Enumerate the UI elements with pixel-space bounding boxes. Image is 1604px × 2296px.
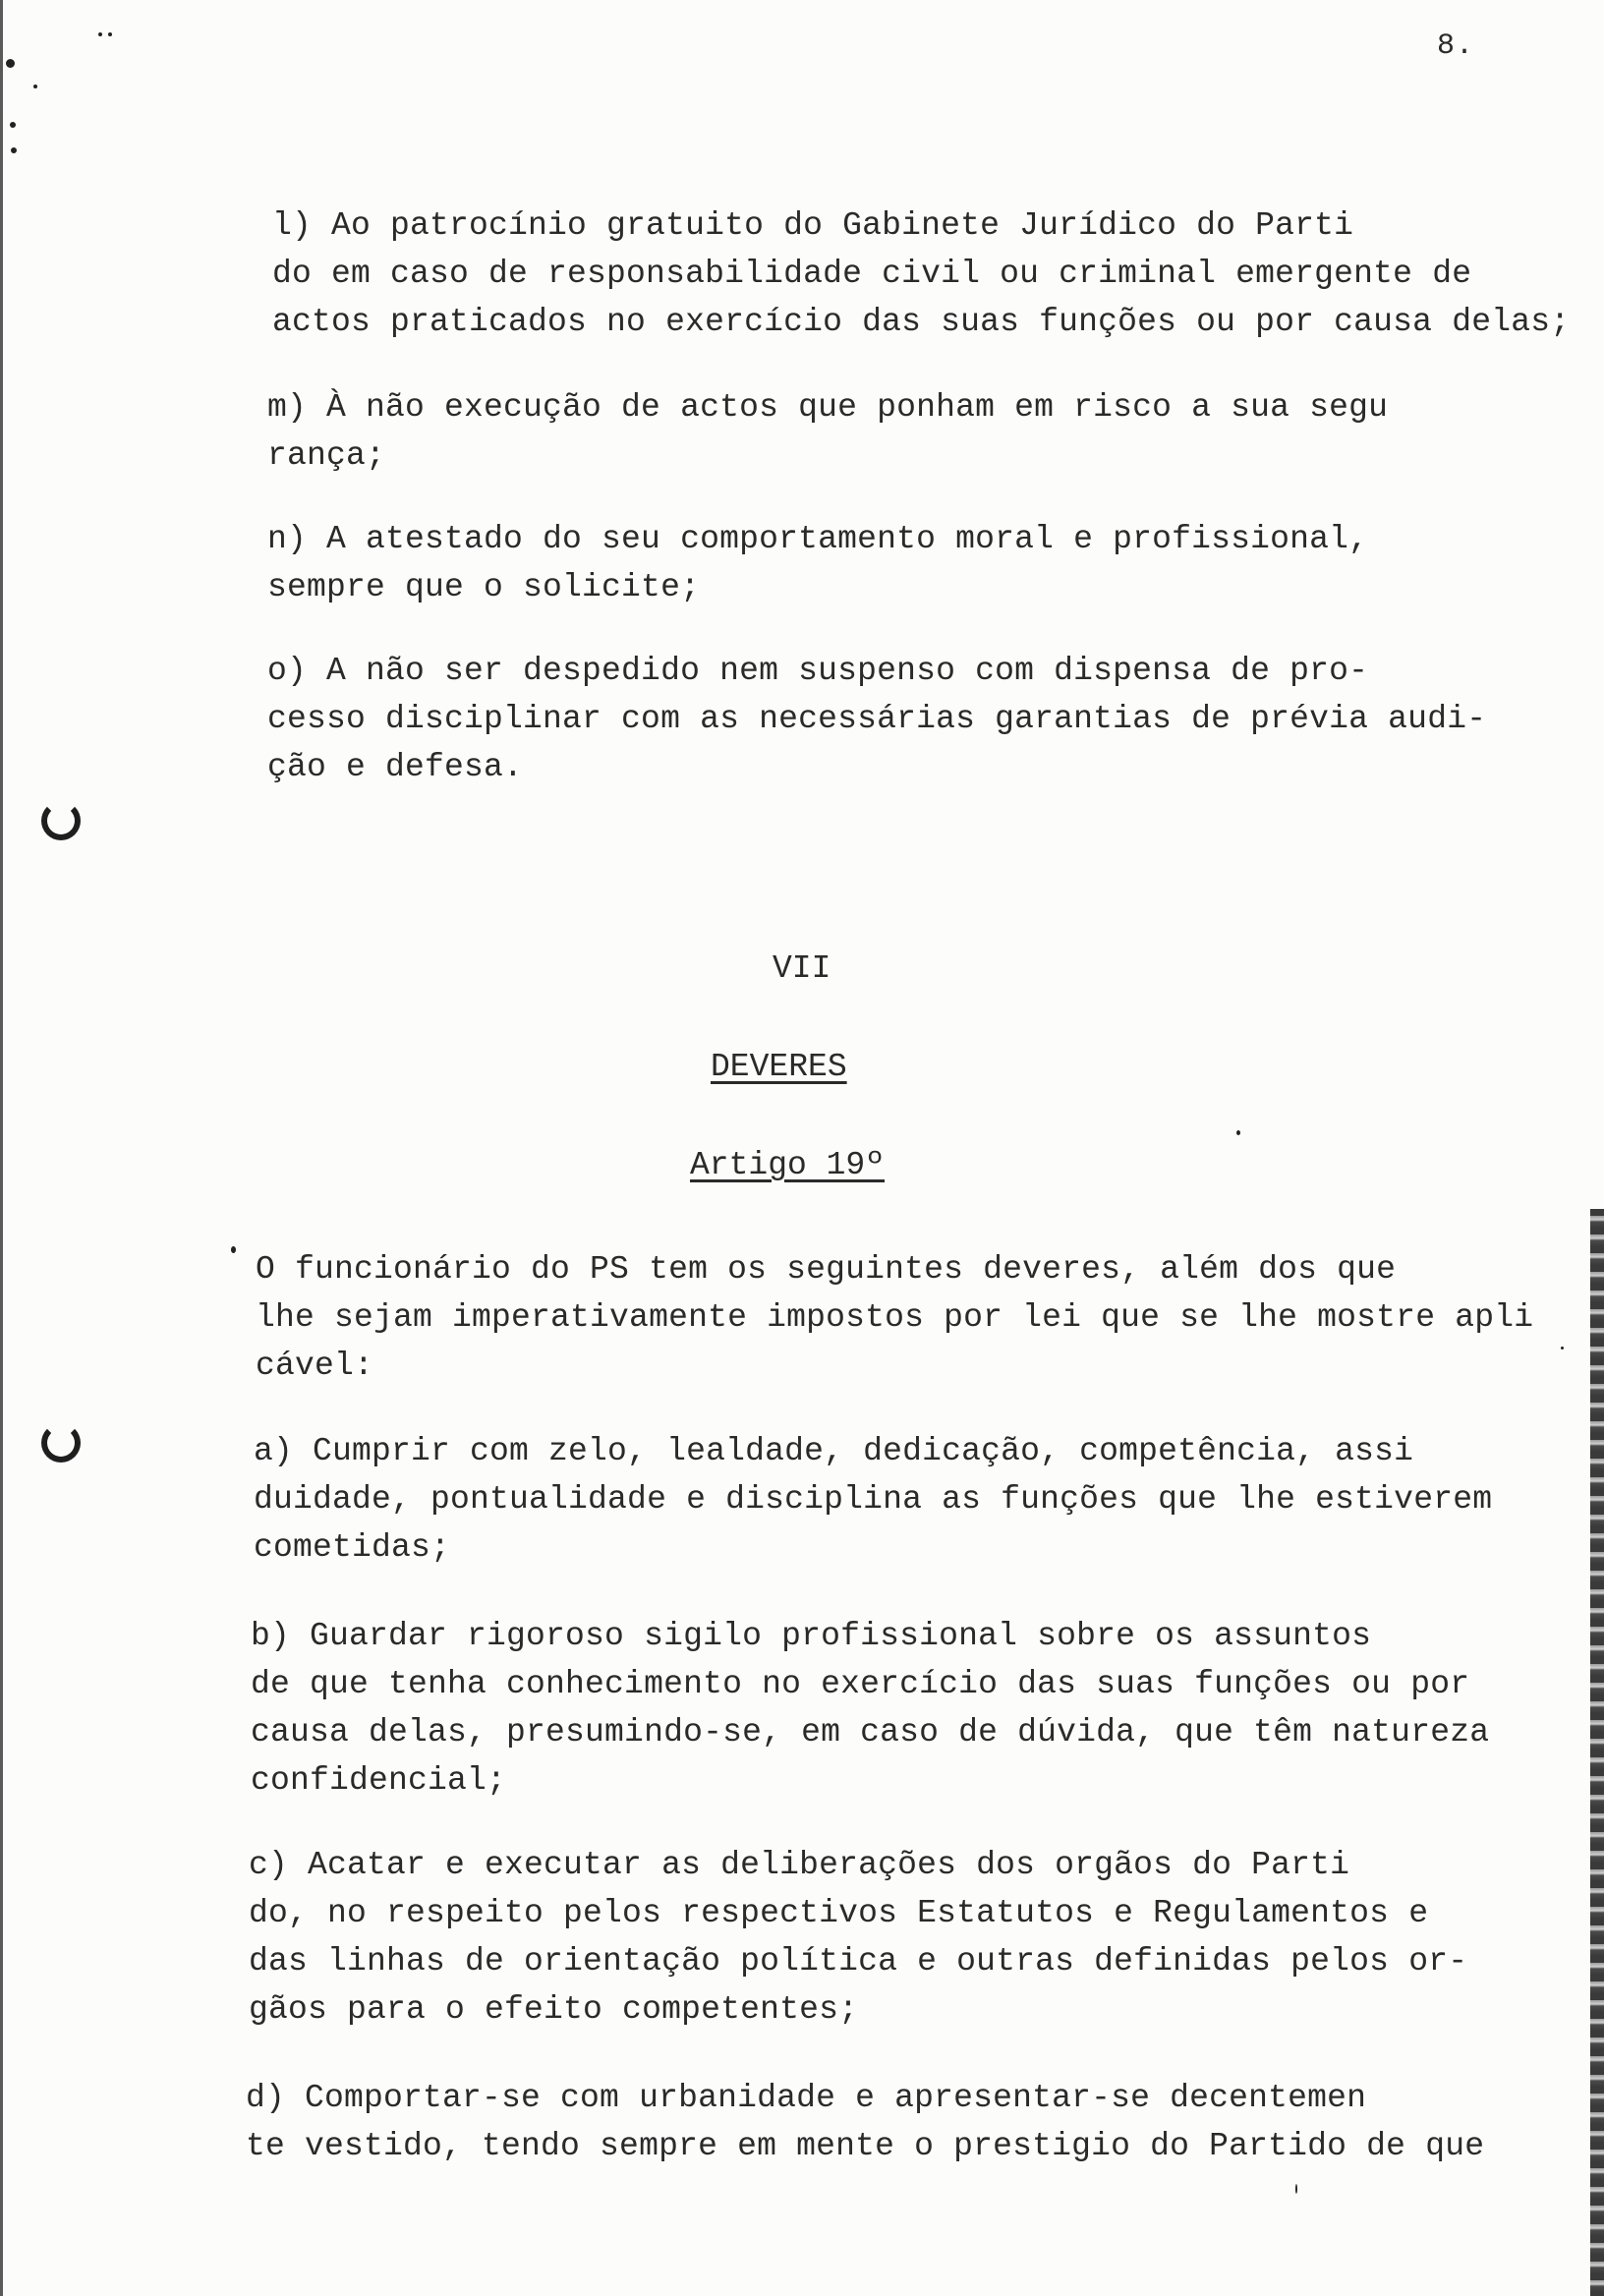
scan-edge-left [0,0,3,2296]
scan-speck [11,147,17,153]
scan-speck [1236,1130,1240,1135]
punch-hole-mark [41,801,81,840]
scan-speck [1561,1347,1564,1349]
section-number: VII [773,950,831,987]
page-number: 8. [1437,29,1475,63]
duty-b: b) Guardar rigoroso sigilo profissional sobre os assuntos de que tenha conhecimento no exercício das suas funções ou por causa delas, presumindo-se, em caso de dúvida, que têm natureza confidencial; [251,1618,1490,1799]
duty-d: d) Comportar-se com urbanidade e apresentar-se decentemen te vestido, tendo sempre em mente o prestigio do Partido de que [246,2080,1485,2164]
article-intro: O funcionário do PS tem os seguintes deveres, além dos que lhe sejam imperativamente impostos por lei que se lhe mostre apli cável: [256,1251,1534,1384]
scan-speck [231,1246,236,1253]
scan-speck [33,85,37,88]
article-heading: Artigo 19º [690,1147,886,1183]
punch-hole-mark [41,1423,81,1463]
scan-speck [10,122,16,128]
scan-speck [98,32,102,36]
scan-speck [108,32,112,36]
paragraph-m: m) À não execução de actos que ponham em risco a sua segu rança; [267,389,1389,474]
scan-speck [1295,2184,1297,2194]
duty-c: c) Acatar e executar as deliberações dos orgãos do Parti do, no respeito pelos respectivos Estatutos e Regulamentos e das linhas de orientação política e outras definidas pelos or- gãos para o efeito competentes; [249,1847,1468,2028]
paragraph-l: l) Ao patrocínio gratuito do Gabinete Jurídico do Parti do em caso de responsabilidade civil ou criminal emergente de actos praticados no exercício das suas funções ou por causa delas; [272,207,1571,340]
scan-speck [6,59,15,68]
paragraph-n: n) A atestado do seu comportamento moral e profissional, sempre que o solicite; [267,521,1369,605]
section-title: DEVERES [711,1049,847,1085]
duty-a: a) Cumprir com zelo, lealdade, dedicação, competência, assi duidade, pontualidade e disciplina as funções que lhe estiverem cometidas; [254,1433,1493,1566]
scan-edge-right [1590,1209,1604,2296]
paragraph-o: o) A não ser despedido nem suspenso com dispensa de pro- cesso disciplinar com as necessárias garantias de prévia audi- ção e defesa. [267,653,1487,785]
